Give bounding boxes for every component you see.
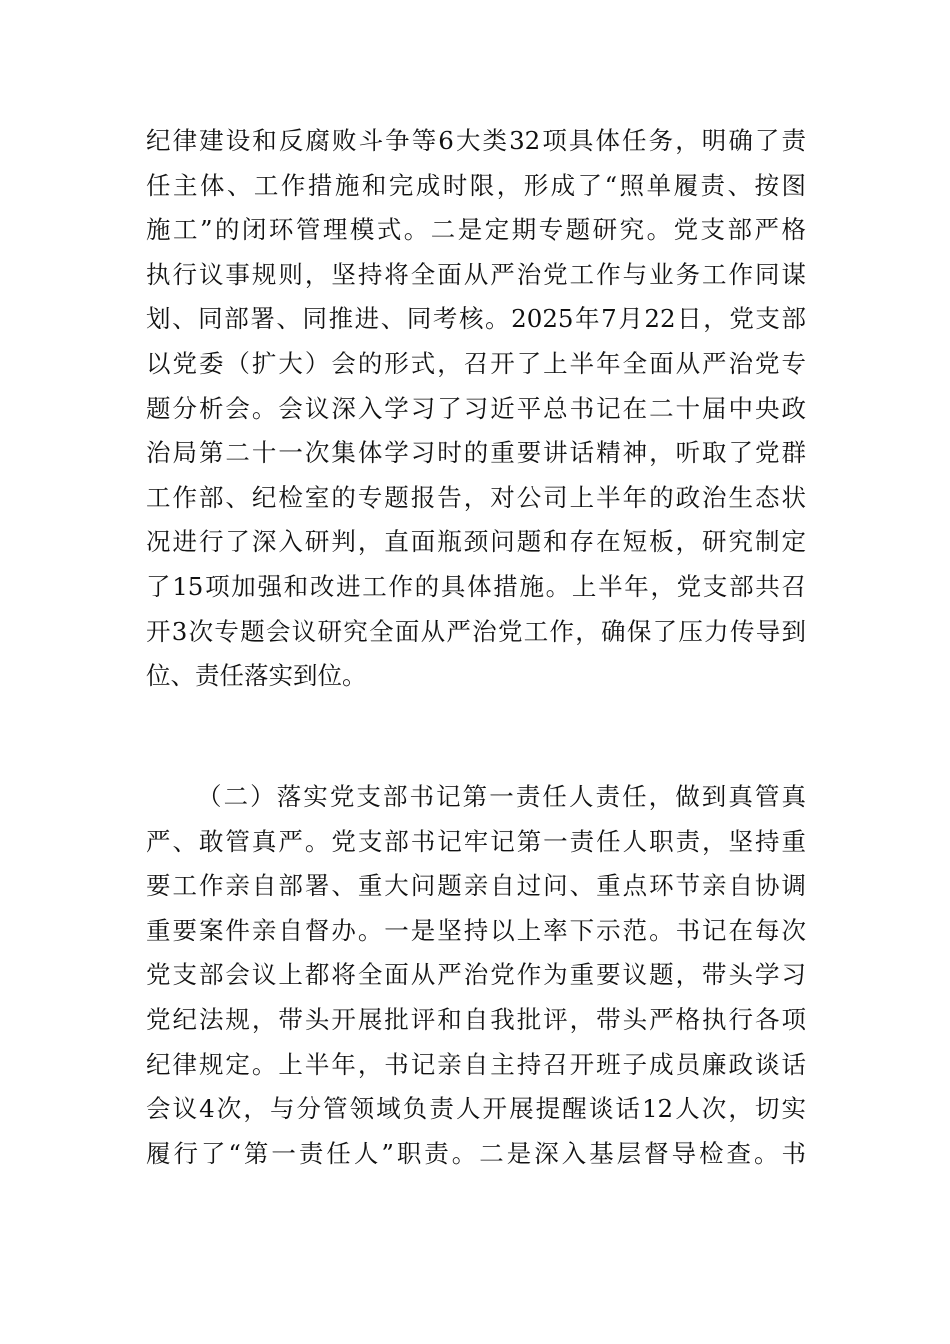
text-line: 重要案件亲自督办。一是坚持以上率下示范。书记在每次 [146,915,806,945]
paragraph-1 [146,119,806,699]
text-line: 纪律建设和反腐败斗争等6大类32项具体任务，明确了责 [146,126,806,155]
text-line: 要工作亲自部署、重大问题亲自过问、重点环节亲自协调 [146,871,806,901]
text-line: 了15项加强和改进工作的具体措施。上半年，党支部共召 [146,571,806,601]
text-line: 位、责任落实到位。 [146,661,367,691]
text-line: 党纪法规，带头开展批评和自我批评，带头严格执行各项 [146,1004,806,1034]
text-line: 工作部、纪检室的专题报告，对公司上半年的政治生态状 [146,482,806,512]
paragraph-2 [146,775,806,1176]
text-line: 以党委（扩大）会的形式，召开了上半年全面从严治党专 [146,348,806,378]
text-line: 任主体、工作措施和完成时限，形成了“照单履责、按图 [146,170,806,200]
section-heading-line: （二）落实党支部书记第一责任人责任，做到真管真 [197,782,806,811]
text-line: 施工”的闭环管理模式。二是定期专题研究。党支部严格 [146,215,806,245]
text-line: 会议4次，与分管领域负责人开展提醒谈话12人次，切实 [146,1094,806,1124]
text-line: 划、同部署、同推进、同考核。2025年7月22日，党支部 [146,304,806,334]
text-line: 党支部会议上都将全面从严治党作为重要议题，带头学习 [146,960,806,990]
text-line: 开3次专题会议研究全面从严治党工作，确保了压力传导到 [146,616,806,646]
text-line: 题分析会。会议深入学习了习近平总书记在二十届中央政 [146,393,806,423]
text-line: 执行议事规则，坚持将全面从严治党工作与业务工作同谋 [146,259,806,289]
text-line: 履行了“第一责任人”职责。二是深入基层督导检查。书 [146,1138,806,1168]
text-line: 严、敢管真严。党支部书记牢记第一责任人职责，坚持重 [146,826,806,856]
text-line: 治局第二十一次集体学习时的重要讲话精神，听取了党群 [146,438,806,468]
text-line: 纪律规定。上半年，书记亲自主持召开班子成员廉政谈话 [146,1049,806,1079]
text-line: 况进行了深入研判，直面瓶颈问题和存在短板，研究制定 [146,527,806,557]
